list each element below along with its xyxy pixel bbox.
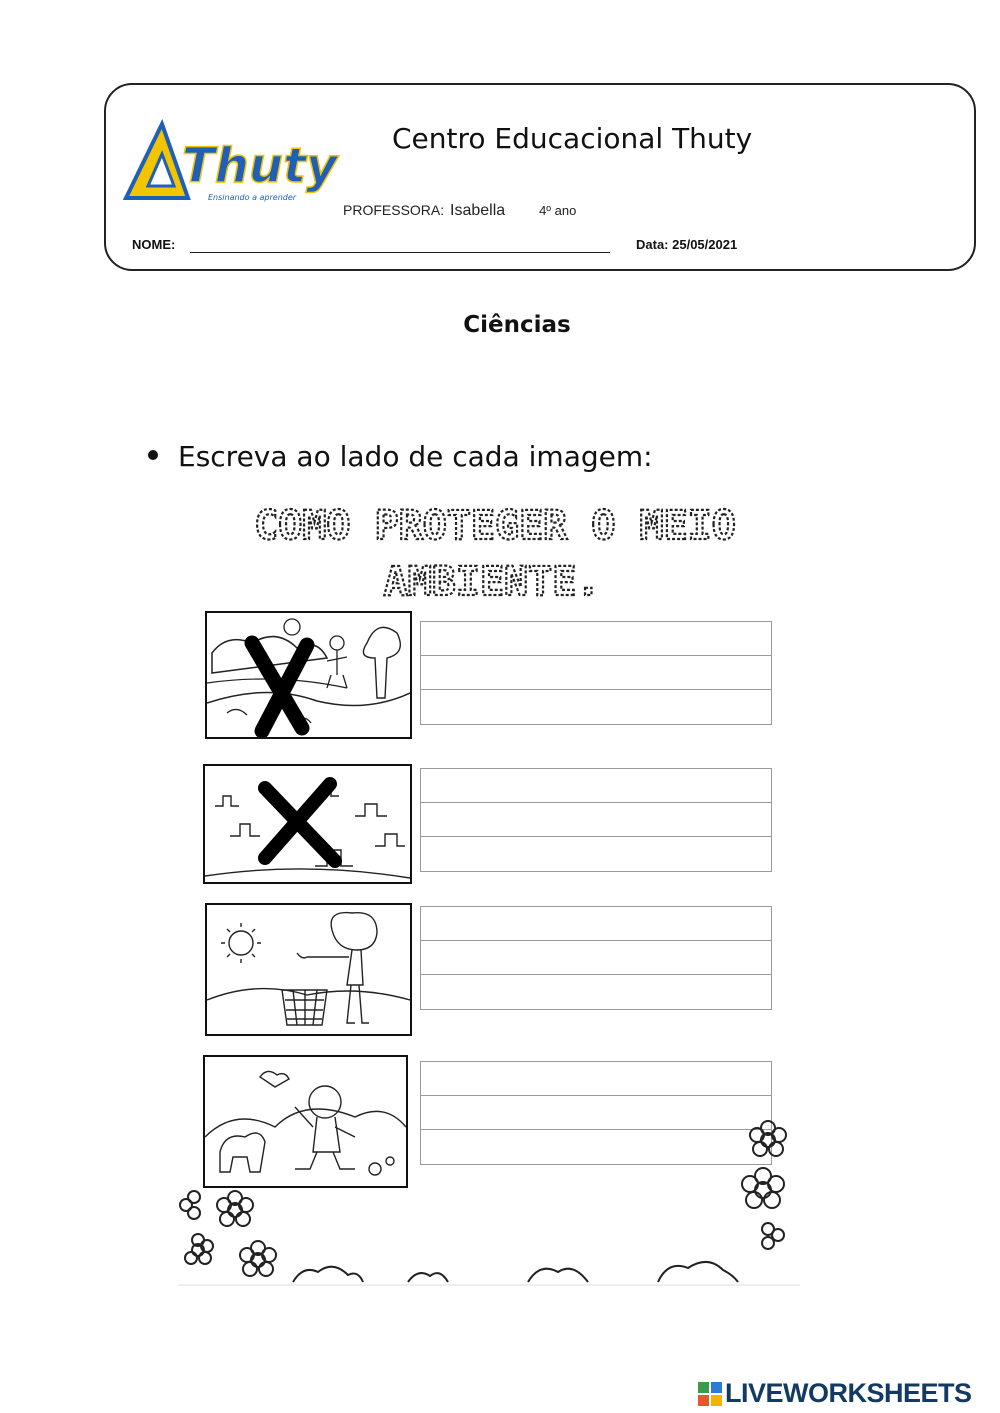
logo-wordmark: Thuty xyxy=(182,138,338,194)
answer-1-line-2[interactable] xyxy=(421,656,771,689)
school-logo xyxy=(118,116,343,210)
teacher-line xyxy=(343,202,576,220)
teacher-label: PROFESSORA: xyxy=(343,202,445,218)
picture-trash-bin xyxy=(205,903,412,1036)
flower-border-decoration xyxy=(178,1110,800,1290)
answer-2-line-1[interactable] xyxy=(421,769,771,802)
trash-bin-illustration xyxy=(207,905,410,1034)
deforestation-illustration xyxy=(205,766,410,882)
answer-row xyxy=(421,656,771,690)
instruction xyxy=(148,440,653,473)
picture-littering xyxy=(205,611,412,739)
date-label: Data: 25/05/2021 xyxy=(636,237,738,252)
answer-row xyxy=(421,769,771,803)
brand-text: LIVEWORKSHEETS xyxy=(725,1378,972,1408)
answer-lines-2 xyxy=(420,768,772,872)
liveworksheets-brand xyxy=(698,1378,972,1408)
answer-row xyxy=(421,1062,771,1096)
answer-row xyxy=(421,622,771,656)
worksheet-title-line2: AMBIENTE. xyxy=(383,559,601,605)
answer-row xyxy=(421,941,771,975)
answer-1-line-1[interactable] xyxy=(421,622,771,655)
answer-lines-1 xyxy=(420,621,772,725)
answer-2-line-2[interactable] xyxy=(421,803,771,836)
teacher-name: Isabella xyxy=(450,202,506,219)
school-name: Centro Educacional Thuty xyxy=(392,122,753,155)
picture-deforestation xyxy=(203,764,412,884)
worksheet-title-line1: COMO PROTEGER O MEIO xyxy=(254,503,736,549)
answer-4-line-1[interactable] xyxy=(421,1062,771,1095)
answer-row xyxy=(421,837,771,871)
answer-row xyxy=(421,690,771,724)
answer-row xyxy=(421,975,771,1009)
name-label: NOME: xyxy=(132,237,176,252)
answer-3-line-1[interactable] xyxy=(421,907,771,940)
answer-row xyxy=(421,803,771,837)
answer-1-line-3[interactable] xyxy=(421,690,771,724)
instruction-text: Escreva ao lado de cada imagem: xyxy=(178,440,653,473)
bullet-icon xyxy=(148,450,158,460)
answer-3-line-3[interactable] xyxy=(421,975,771,1009)
answer-row xyxy=(421,907,771,941)
subject-title: Ciências xyxy=(463,312,571,338)
liveworksheets-logo-icon xyxy=(698,1382,722,1406)
answer-2-line-3[interactable] xyxy=(421,837,771,871)
littering-illustration xyxy=(207,613,410,737)
answer-3-line-2[interactable] xyxy=(421,941,771,974)
logo-tagline: Ensinando a aprender xyxy=(208,193,297,202)
name-field-line[interactable] xyxy=(190,252,610,253)
grade: 4º ano xyxy=(539,203,577,218)
answer-lines-3 xyxy=(420,906,772,1010)
worksheet-title xyxy=(230,495,760,610)
